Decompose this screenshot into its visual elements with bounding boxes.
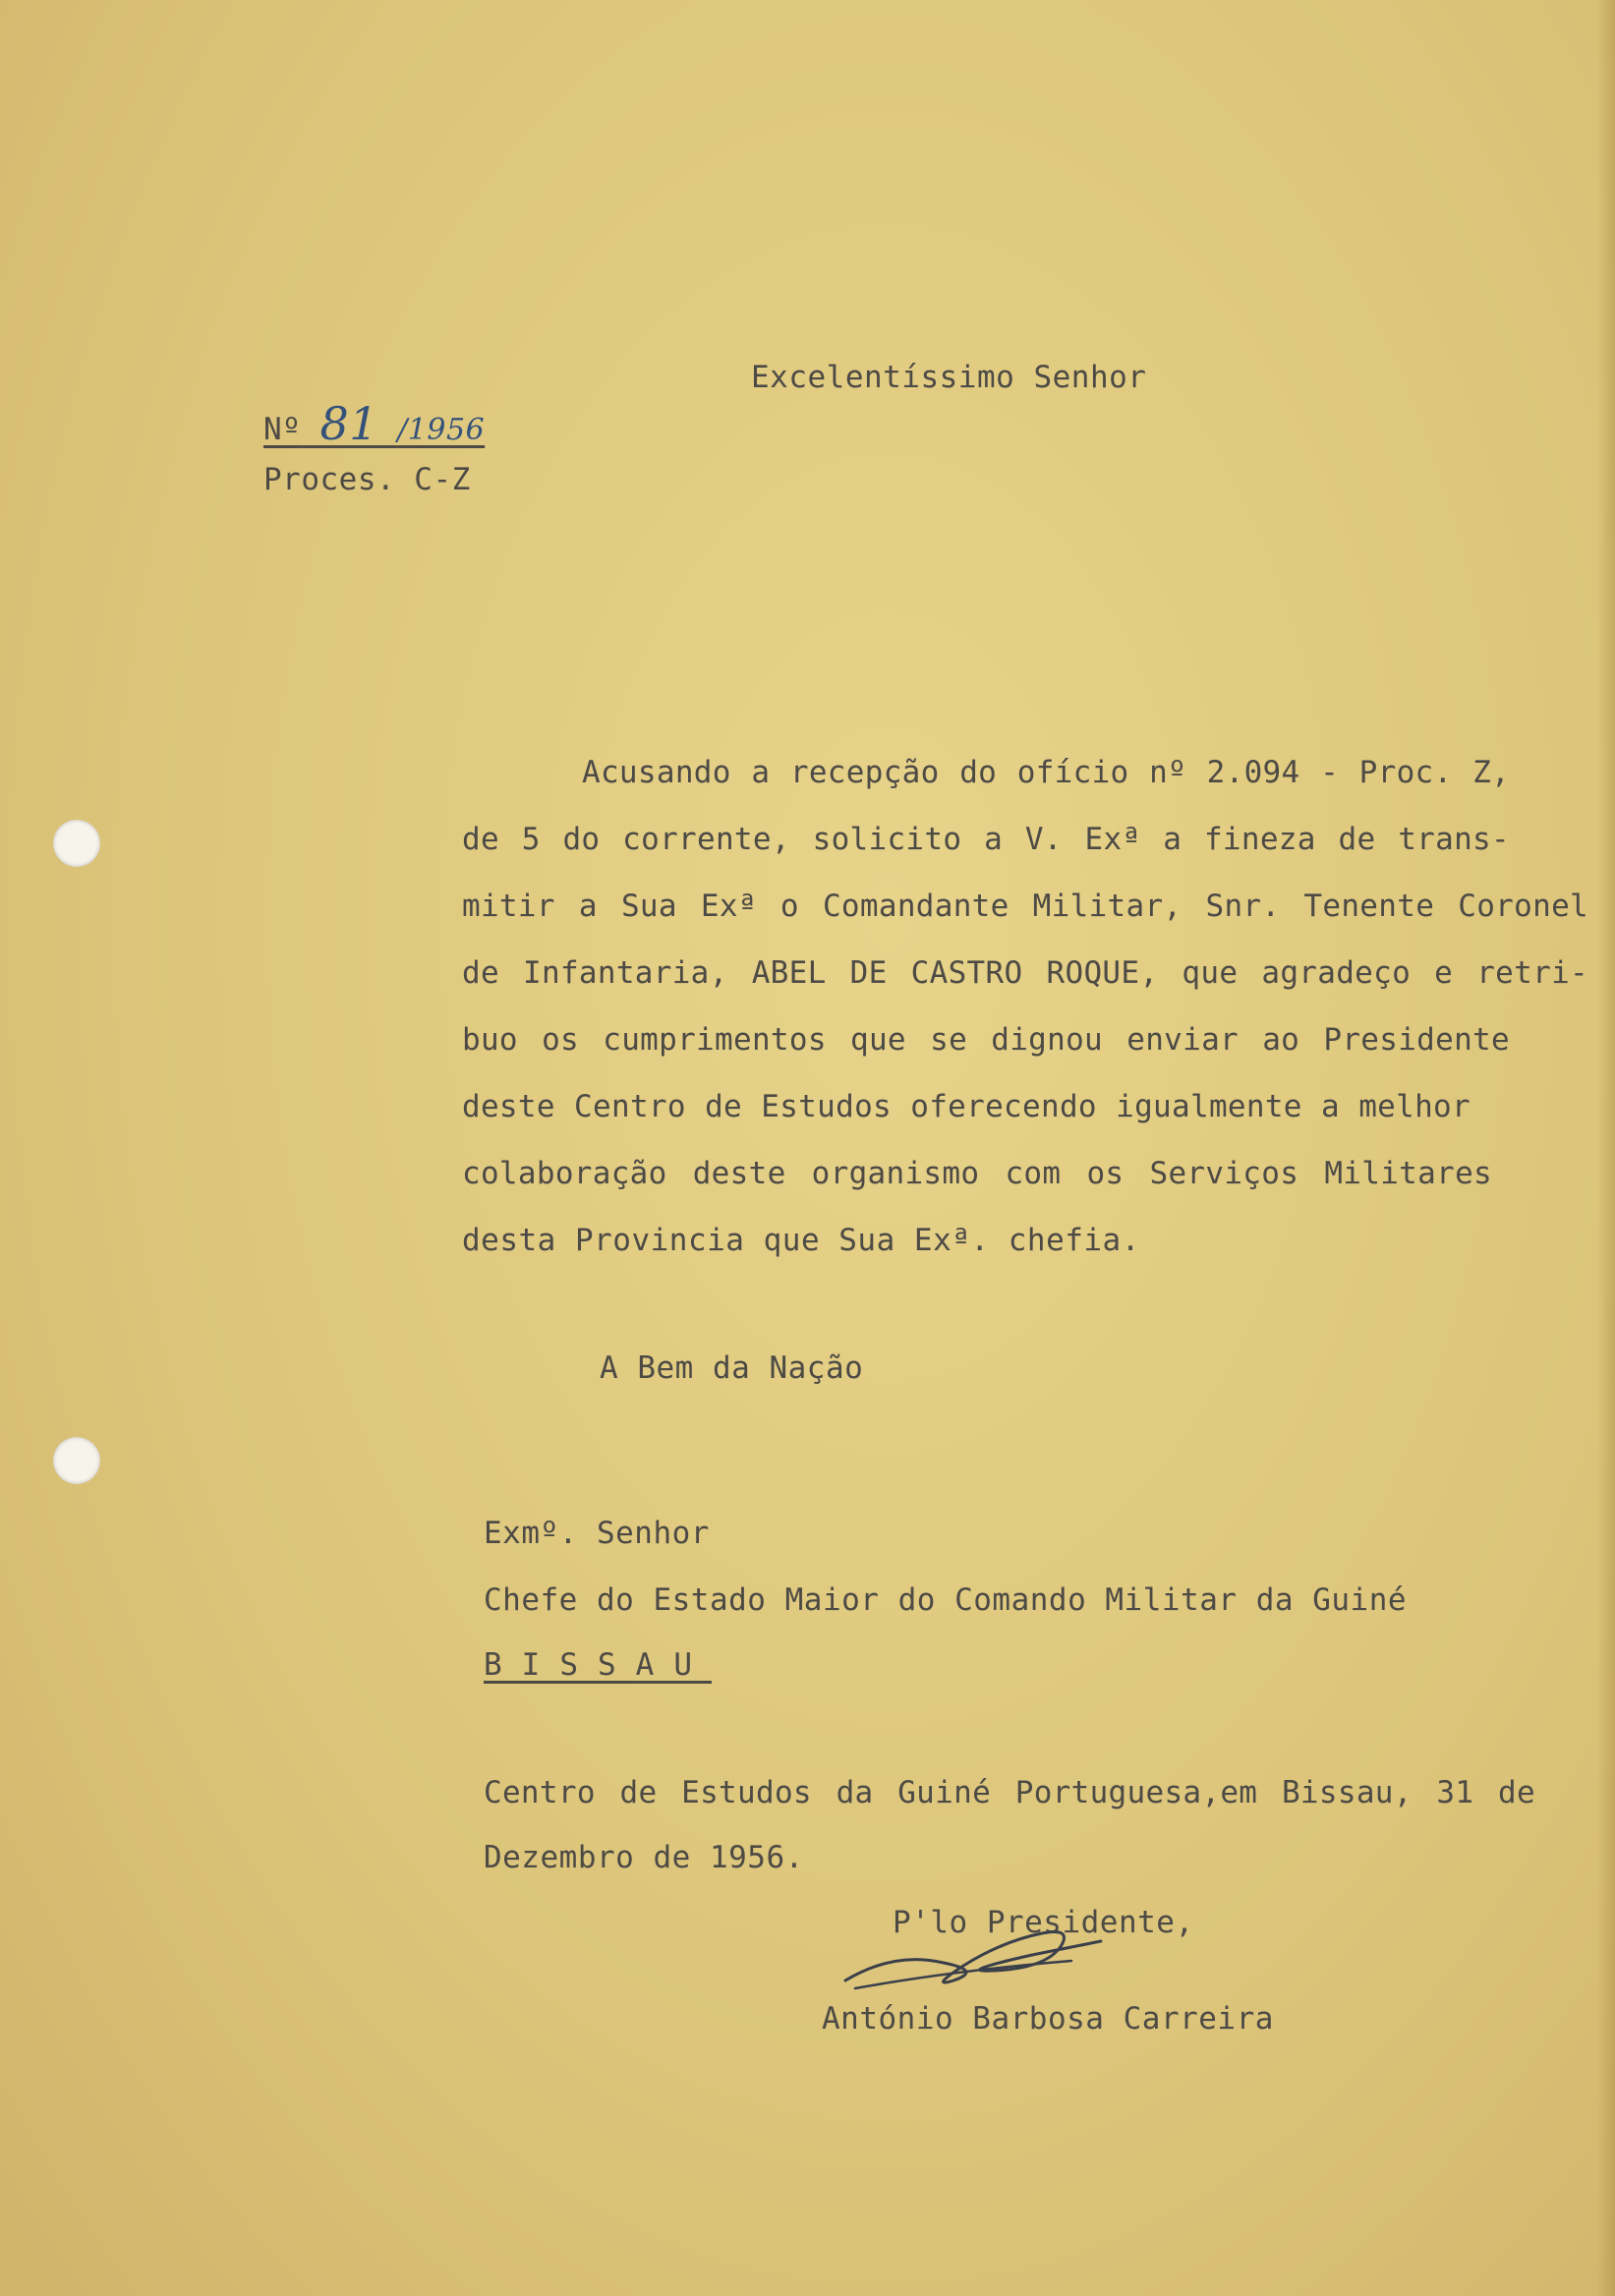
- body-line-6: deste Centro de Estudos oferecendo igualmente a melhor: [462, 1089, 1471, 1124]
- recipient-title: Exmº. Senhor: [484, 1516, 710, 1551]
- signoff: P'lo Presidente,: [893, 1905, 1194, 1940]
- body-line-3: mitir a Sua Exª o Comandante Militar, Snr. Tenente Coronel: [462, 889, 1588, 924]
- process-reference: Proces. C-Z: [263, 462, 471, 497]
- body-line-5: buo os cumprimentos que se dignou enviar ao Presidente: [462, 1022, 1510, 1058]
- body-line-1: Acusando a recepção do ofício nº 2.094 - Proc. Z,: [582, 755, 1510, 790]
- punch-hole: [53, 1437, 100, 1484]
- reference-number-handwritten: 81: [319, 397, 379, 450]
- body-line-2: de 5 do corrente, solicito a V. Exª a fineza de trans-: [462, 822, 1510, 857]
- body-line-7: colaboração deste organismo com os Serviços Militares: [462, 1156, 1492, 1191]
- body-line-8: desta Provincia que Sua Exª. chefia.: [462, 1223, 1140, 1258]
- signatory-name: António Barbosa Carreira: [822, 2001, 1274, 2037]
- reference-number: [263, 397, 485, 450]
- punch-hole: [53, 820, 100, 867]
- salutation: Excelentíssimo Senhor: [751, 360, 1147, 395]
- signature-image: [836, 1912, 1111, 2000]
- closing-formula: A Bem da Nação: [600, 1350, 864, 1386]
- place-date-line-1: Centro de Estudos da Guiné Portuguesa,em Bissau, 31 de: [484, 1775, 1535, 1810]
- body-line-4: de Infantaria, ABEL DE CASTRO ROQUE, que agradeço e retri-: [462, 955, 1588, 991]
- recipient-position: Chefe do Estado Maior do Comando Militar da Guiné: [484, 1582, 1408, 1618]
- paper-edge-shadow: [1597, 0, 1615, 2296]
- reference-number-prefix: Nº: [263, 412, 302, 447]
- reference-number-year: /1956: [397, 413, 486, 447]
- recipient-city: BISSAU: [484, 1647, 712, 1683]
- place-date-line-2: Dezembro de 1956.: [484, 1840, 804, 1875]
